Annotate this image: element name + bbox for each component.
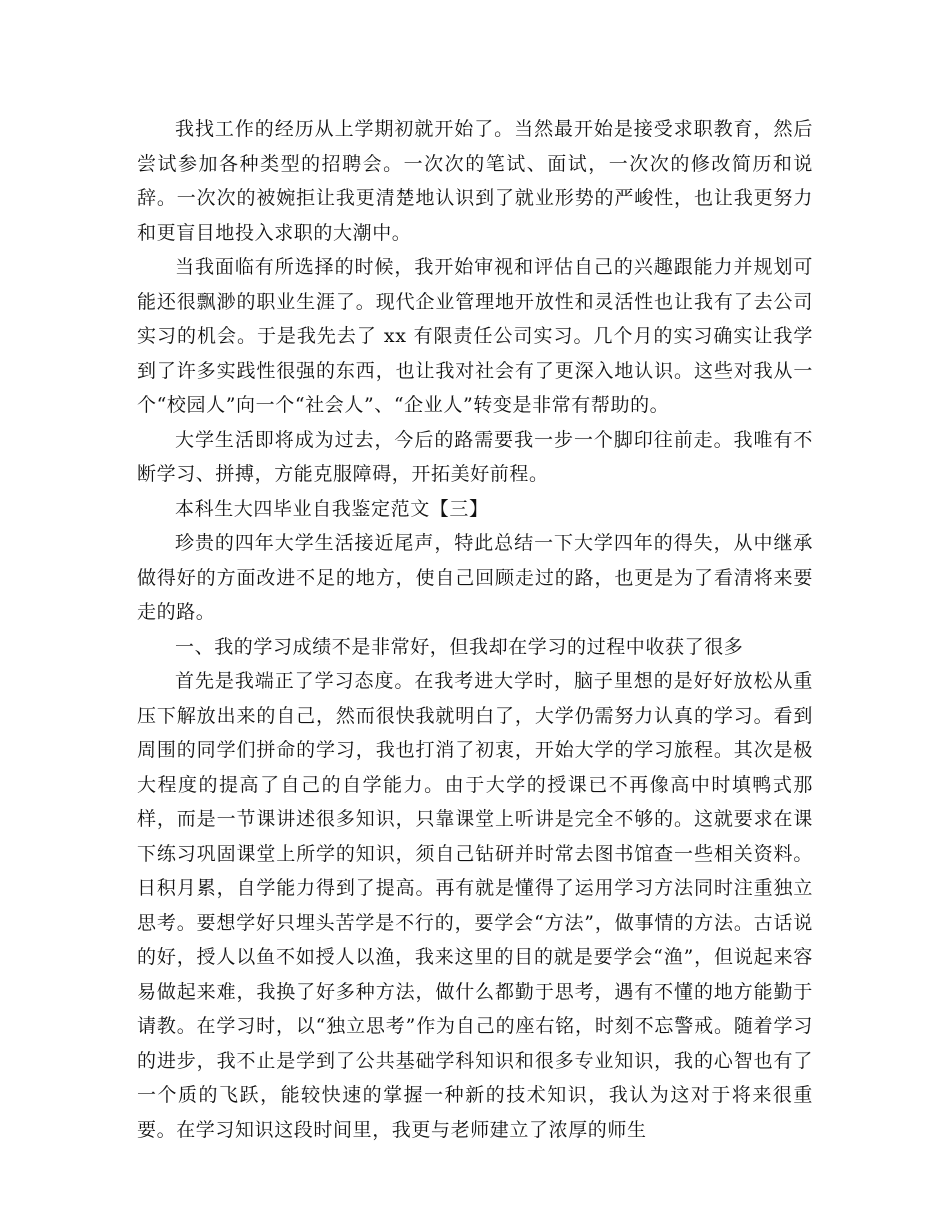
paragraph-intro: 珍贵的四年大学生活接近尾声，特此总结一下大学四年的得失，从中继承做得好的方面改进不足的地方，使自己回顾走过的路，也更是为了看清将来要走的路。: [137, 532, 813, 623]
subsection-heading: 一、我的学习成绩不是非常好，但我却在学习的过程中收获了很多: [175, 635, 744, 658]
document-body: [137, 112, 813, 1147]
paragraph-job-search: 我找工作的经历从上学期初就开始了。当然最开始是接受求职教育，然后尝试参加各种类型的招聘会。一次次的笔试、面试，一次次的修改简历和说辞。一次次的被婉拒让我更清楚地认识到了就业形势的严峻性，也让我更努力和更盲目地投入求职的大潮中。: [137, 118, 813, 244]
section-heading: 本科生大四毕业自我鉴定范文【三】: [175, 497, 489, 520]
paragraph-study: 首先是我端正了学习态度。在我考进大学时，脑子里想的是好好放松从重压下解放出来的自己，然而很快我就明白了，大学仍需努力认真的学习。看到周围的同学们拼命的学习，我也打消了初衷，开始大学的学习旅程。其次是极大程度的提高了自己的自学能力。由于大学的授课已不再像高中时填鸭式那样，而是一节课讲述很多知识，只靠课堂上听讲是完全不够的。这就要求在课下练习巩固课堂上所学的知识，须自己钻研并时常去图书馆查一些相关资料。日积月累，自学能力得到了提高。再有就是懂得了运用学习方法同时注重独立思考。要想学好只埋头苦学是不行的，要学会“方法”，做事情的方法。古话说的好，授人以鱼不如授人以渔，我来这里的目的就是要学会“渔”，但说起来容易做起来难，我换了好多种方法，做什么都勤于思考，遇有不懂的地方能勤于请教。在学习时，以“独立思考”作为自己的座右铭，时刻不忘警戒。随着学习的进步，我不止是学到了公共基础学科知识和很多专业知识，我的心智也有了一个质的飞跃，能较快速的掌握一种新的技术知识，我认为这对于将来很重要。在学习知识这段时间里，我更与老师建立了浓厚的师生: [137, 670, 813, 1141]
paragraph-future: 大学生活即将成为过去，今后的路需要我一步一个脚印往前走。我唯有不断学习、拼搏，方能克服障碍，开拓美好前程。: [137, 428, 813, 485]
paragraph-internship: 当我面临有所选择的时候，我开始审视和评估自己的兴趣跟能力并规划可能还很飘渺的职业生涯了。现代企业管理地开放性和灵活性也让我有了去公司实习的机会。于是我先去了 xx 有限责任公司实习。几个月的实习确实让我学到了许多实践性很强的东西，也让我对社会有了更深入地认识。这些对我从一个“校园人”向一个“社会人”、“企业人”转变是非常有帮助的。: [137, 256, 813, 416]
